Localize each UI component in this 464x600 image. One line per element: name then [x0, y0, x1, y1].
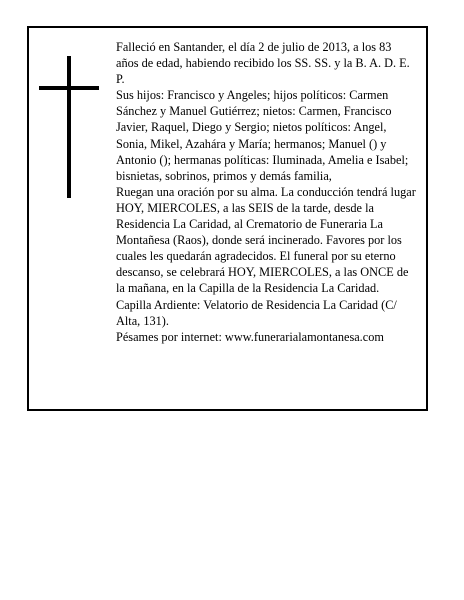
- condolences-website: Pésames por internet: www.funerarialamontanesa.com: [116, 329, 384, 344]
- obituary-notice: [27, 26, 428, 411]
- funeral-details: Ruegan una oración por su alma. La conducción tendrá lugar HOY, MIERCOLES, a las SEIS de la tarde, desde la Residencia La Caridad, al Crematorio de Funeraria La Montañesa (Raos), donde será incinerado. Favores por los cuales les quedarán agradecidos. El funeral por su eterno descanso, se celebrará HOY, MIERCOLES, a las ONCE de la mañana, en la Capilla de la Residencia La Caridad. Capilla Ardiente: Velatorio de Residencia La Caridad (C/ Alta, 131).: [116, 184, 416, 328]
- death-announcement: Falleció en Santander, el día 2 de julio de 2013, a los 83 años de edad, habiendo recibido los SS. SS. y la B. A. D. E. P.: [116, 40, 410, 87]
- cross-horizontal-bar: [39, 86, 99, 90]
- family-list: Sus hijos: Francisco y Angeles; hijos políticos: Carmen Sánchez y Manuel Gutiérrez; nietos: Carmen, Francisco Javier, Raquel, Diego y Sergio; nietos políticos: Angel, Sonia, Mikel, Azahára y María; hermanos; Manuel () y Antonio (); hermanas políticas: Iluminada, Amelia e Isabel; bisnietas, sobrinos, primos y demás familia,: [116, 88, 409, 183]
- cross-vertical-bar: [67, 56, 71, 198]
- notice-text: [116, 39, 416, 345]
- cross-icon: [39, 56, 99, 198]
